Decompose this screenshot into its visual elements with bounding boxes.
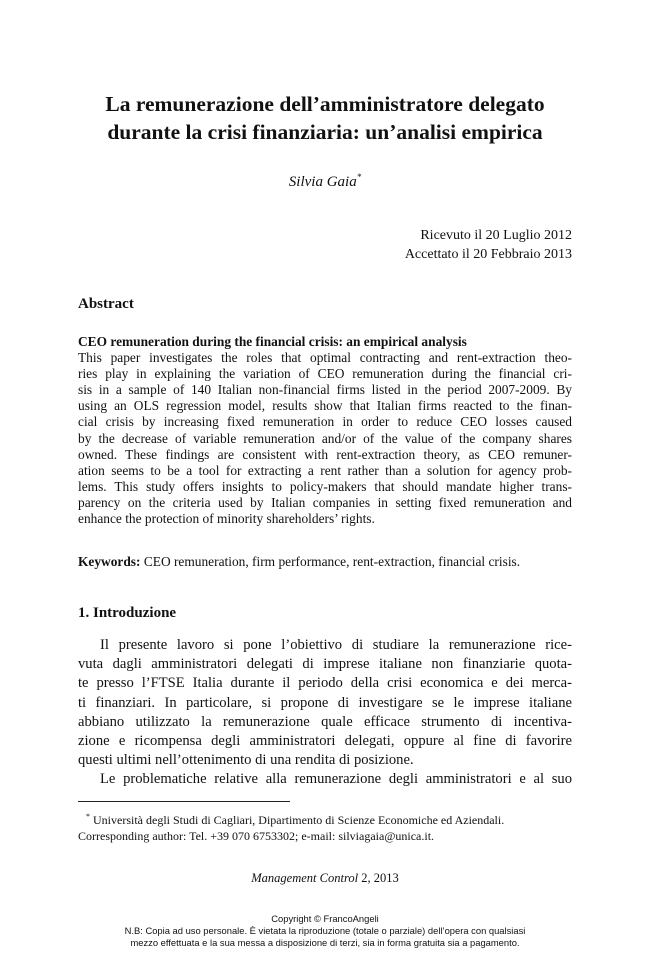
body-line: abbiano utilizzato la remunerazione quale efficace strumento di incentiva- xyxy=(78,713,572,730)
title-line-2: durante la crisi finanziaria: un’analisi empirica xyxy=(107,120,543,144)
footnote-contact: Corresponding author: Tel. +39 070 6753302; e-mail: silviagaia@unica.it. xyxy=(78,828,435,843)
body-line: questi ultimi nell’ottenimento di una rendita di posizione. xyxy=(78,752,414,769)
abstract-line: using an OLS regression model, results show that Italian firms reacted to the finan- xyxy=(78,398,572,414)
copyright-disclaimer-line: mezzo effettuata e la sua messa a disposizione di terzi, sia in forma gratuita sia a pagamento. xyxy=(130,937,520,948)
abstract-line: by the decrease of variable remuneration and/or of the value of the company shares xyxy=(78,430,572,446)
body-text xyxy=(78,636,572,790)
abstract-line: parency on the criteria used by Italian companies in setting fixed remuneration and xyxy=(78,494,572,510)
abstract-line: owned. These findings are consistent with rent-extraction theory, as CEO remuner- xyxy=(78,446,572,462)
abstract-line: This paper investigates the roles that optimal contracting and rent-extraction theo- xyxy=(78,350,572,366)
footnote-affiliation xyxy=(78,813,572,829)
journal-citation xyxy=(0,871,650,886)
journal-name: Management Control xyxy=(251,871,359,885)
keywords-text: CEO remuneration, firm performance, rent-extraction, financial crisis. xyxy=(140,554,521,569)
author xyxy=(0,174,650,191)
body-line: vuta dagli amministratori delegati di imprese italiane non finanziarie quota- xyxy=(78,656,572,673)
body-line: zione e ricompensa degli amministratori delegati, oppure al fine di favorire xyxy=(78,732,572,749)
journal-issue: 2, 2013 xyxy=(358,871,399,885)
abstract-line: ries play in explaining the variation of CEO remuneration during the financial cri- xyxy=(78,366,572,382)
accepted-date: Accettato il 20 Febbraio 2013 xyxy=(404,247,572,262)
abstract-heading: Abstract xyxy=(78,296,134,312)
body-line: te presso l’FTSE Italia durante il periodo della crisi economica e dei merca- xyxy=(78,675,572,692)
footnote-marker: * xyxy=(86,812,90,821)
abstract-title: CEO remuneration during the financial crisis: an empirical analysis xyxy=(78,334,467,349)
copyright-disclaimer-line: N.B: Copia ad uso personale. È vietata la riproduzione (totale o parziale) dell’opera con qualsiasi xyxy=(124,925,526,936)
article-title xyxy=(60,90,590,146)
abstract xyxy=(78,334,572,527)
keywords-label: Keywords: xyxy=(78,554,141,569)
keywords xyxy=(78,554,572,570)
abstract-line: sis in a sample of 140 Italian non-financial firms listed in the period 2007-2009. By xyxy=(78,382,572,398)
footnote-divider xyxy=(78,801,290,802)
section-heading-introduzione: 1. Introduzione xyxy=(78,605,177,621)
abstract-line: enhance the protection of minority shareholders’ rights. xyxy=(78,511,375,527)
body-line: Il presente lavoro si pone l’obiettivo di studiare la remunerazione rice- xyxy=(100,637,572,653)
received-date: Ricevuto il 20 Luglio 2012 xyxy=(420,228,572,243)
title-line-1: La remunerazione dell’amministratore delegato xyxy=(105,92,545,116)
author-name: Silvia Gaia xyxy=(288,174,357,190)
body-line: ti finanziari. In particolare, si propone di investigare se le imprese italiane xyxy=(78,694,572,711)
abstract-line: cial crisis by increasing fixed remuneration in order to reduce CEO losses caused xyxy=(78,414,572,430)
footnote-affiliation-text: Università degli Studi di Cagliari, Dipartimento di Scienze Economiche ed Aziendali. xyxy=(90,813,505,827)
abstract-line: ation seems to be a tool for extracting a rent rather than a solution for agency prob- xyxy=(78,462,572,478)
copyright-line: Copyright © FrancoAngeli xyxy=(271,913,379,924)
author-footnote-marker: * xyxy=(356,172,362,182)
copyright-notice xyxy=(0,913,650,949)
body-line: Le problematiche relative alla remunerazione degli amministratori e al suo xyxy=(100,771,572,788)
footnote xyxy=(78,813,572,844)
abstract-line: lems. This study offers insights to policy-makers that should mandate higher trans- xyxy=(78,478,572,494)
submission-dates xyxy=(300,226,572,264)
